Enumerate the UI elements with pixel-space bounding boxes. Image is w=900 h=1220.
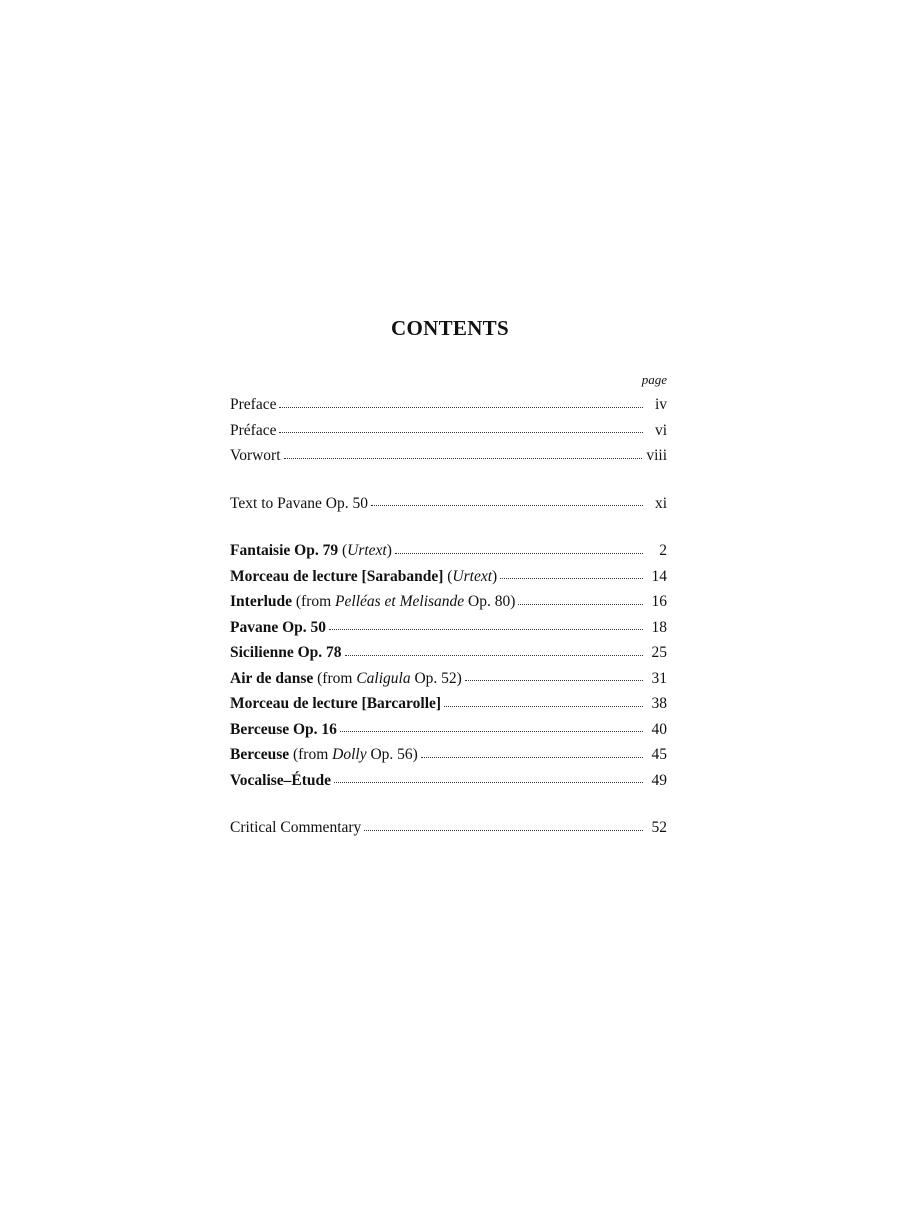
dot-leader <box>518 603 643 605</box>
entry-title <box>230 691 441 717</box>
toc-group-commentary <box>230 815 667 841</box>
entry-title: Critical Commentary <box>230 819 362 836</box>
entry-page-number: 52 <box>651 819 667 836</box>
dot-leader <box>371 504 643 506</box>
entry-title <box>230 717 337 743</box>
entry-page-number: 45 <box>651 746 667 763</box>
toc-entry <box>230 392 667 418</box>
toc-entry <box>230 815 667 841</box>
dot-leader <box>279 406 643 408</box>
piece-title: Air de danse <box>230 669 314 687</box>
entry-title <box>230 640 342 666</box>
piece-note-close: ) <box>386 542 392 559</box>
dot-leader <box>500 577 643 579</box>
dot-leader <box>465 679 643 681</box>
toc-entry <box>230 666 667 692</box>
toc-entry <box>230 717 667 743</box>
dot-leader <box>284 457 643 459</box>
entry-title <box>230 666 462 692</box>
toc-group-prefaces <box>230 392 667 469</box>
dot-leader <box>421 756 643 758</box>
entry-page-number: 25 <box>651 644 667 661</box>
piece-note-italic: Dolly <box>332 746 367 763</box>
entry-title: Text to Pavane Op. 50 <box>230 494 368 512</box>
entry-page-number: 14 <box>651 567 667 585</box>
dot-leader <box>395 552 643 554</box>
entry-page-number: vi <box>654 421 667 439</box>
entry-page-number: 16 <box>651 593 667 610</box>
piece-note-open: (from <box>292 593 336 610</box>
piece-note-italic: Caligula <box>356 669 411 687</box>
piece-note-italic: Pelléas et Melisande <box>335 593 465 610</box>
piece-note-italic: Urtext <box>347 542 387 559</box>
entry-page-number: 40 <box>651 720 667 738</box>
piece-title: Interlude <box>230 593 292 610</box>
toc-entry <box>230 443 667 469</box>
toc-entry <box>230 691 667 717</box>
entry-page-number: xi <box>654 494 667 512</box>
entry-page-number: 38 <box>651 695 667 712</box>
piece-note-close: Op. 80) <box>464 593 516 610</box>
toc-group-pieces <box>230 538 667 793</box>
entry-page-number: 2 <box>659 542 667 559</box>
piece-title: Berceuse <box>230 746 290 763</box>
dot-leader <box>329 628 643 630</box>
entry-title <box>230 564 497 590</box>
piece-title: Berceuse Op. 16 <box>230 720 337 738</box>
page-title: CONTENTS <box>391 316 509 340</box>
toc-entry <box>230 768 667 794</box>
toc-entry <box>230 742 667 768</box>
dot-leader <box>334 781 643 783</box>
toc-entry <box>230 564 667 590</box>
toc-entry <box>230 491 667 517</box>
toc-entry <box>230 589 667 615</box>
entry-title <box>230 538 392 564</box>
entry-title: Preface <box>230 396 277 413</box>
entry-title <box>230 589 515 615</box>
page-column-label: page <box>641 372 667 387</box>
piece-title: Morceau de lecture [Sarabande] <box>230 567 444 585</box>
entry-title: Préface <box>230 421 277 439</box>
dot-leader <box>340 730 643 732</box>
dot-leader <box>364 829 643 831</box>
entry-page-number: iv <box>654 396 667 413</box>
toc-entry <box>230 615 667 641</box>
piece-note-open: ( <box>338 542 348 559</box>
dot-leader <box>345 654 643 656</box>
entry-title <box>230 615 326 641</box>
dot-leader <box>279 431 643 433</box>
entry-page-number: 49 <box>651 771 667 789</box>
piece-title: Vocalise–Étude <box>230 771 332 789</box>
entry-page-number: 31 <box>651 669 667 687</box>
piece-note-close: ) <box>492 567 498 585</box>
entry-page-number: 18 <box>651 618 667 636</box>
toc-entry <box>230 538 667 564</box>
toc-entry <box>230 418 667 444</box>
piece-note-open: (from <box>313 669 357 687</box>
piece-note-open: ( <box>443 567 453 585</box>
piece-note-italic: Urtext <box>452 567 493 585</box>
piece-title: Morceau de lecture [Barcarolle] <box>230 695 442 712</box>
table-of-contents <box>230 370 667 863</box>
toc-group-text <box>230 491 667 517</box>
entry-title: Vorwort <box>230 447 281 464</box>
entry-page-number: viii <box>646 447 667 464</box>
dot-leader <box>444 705 643 707</box>
piece-note-close: Op. 52) <box>410 669 462 687</box>
entry-title <box>230 742 418 768</box>
entry-title <box>230 768 331 794</box>
piece-note-close: Op. 56) <box>366 746 418 763</box>
piece-note-open: (from <box>289 746 333 763</box>
toc-entry <box>230 640 667 666</box>
piece-title: Sicilienne Op. 78 <box>230 644 342 661</box>
piece-title: Pavane Op. 50 <box>230 618 327 636</box>
piece-title: Fantaisie Op. 79 <box>230 542 339 559</box>
